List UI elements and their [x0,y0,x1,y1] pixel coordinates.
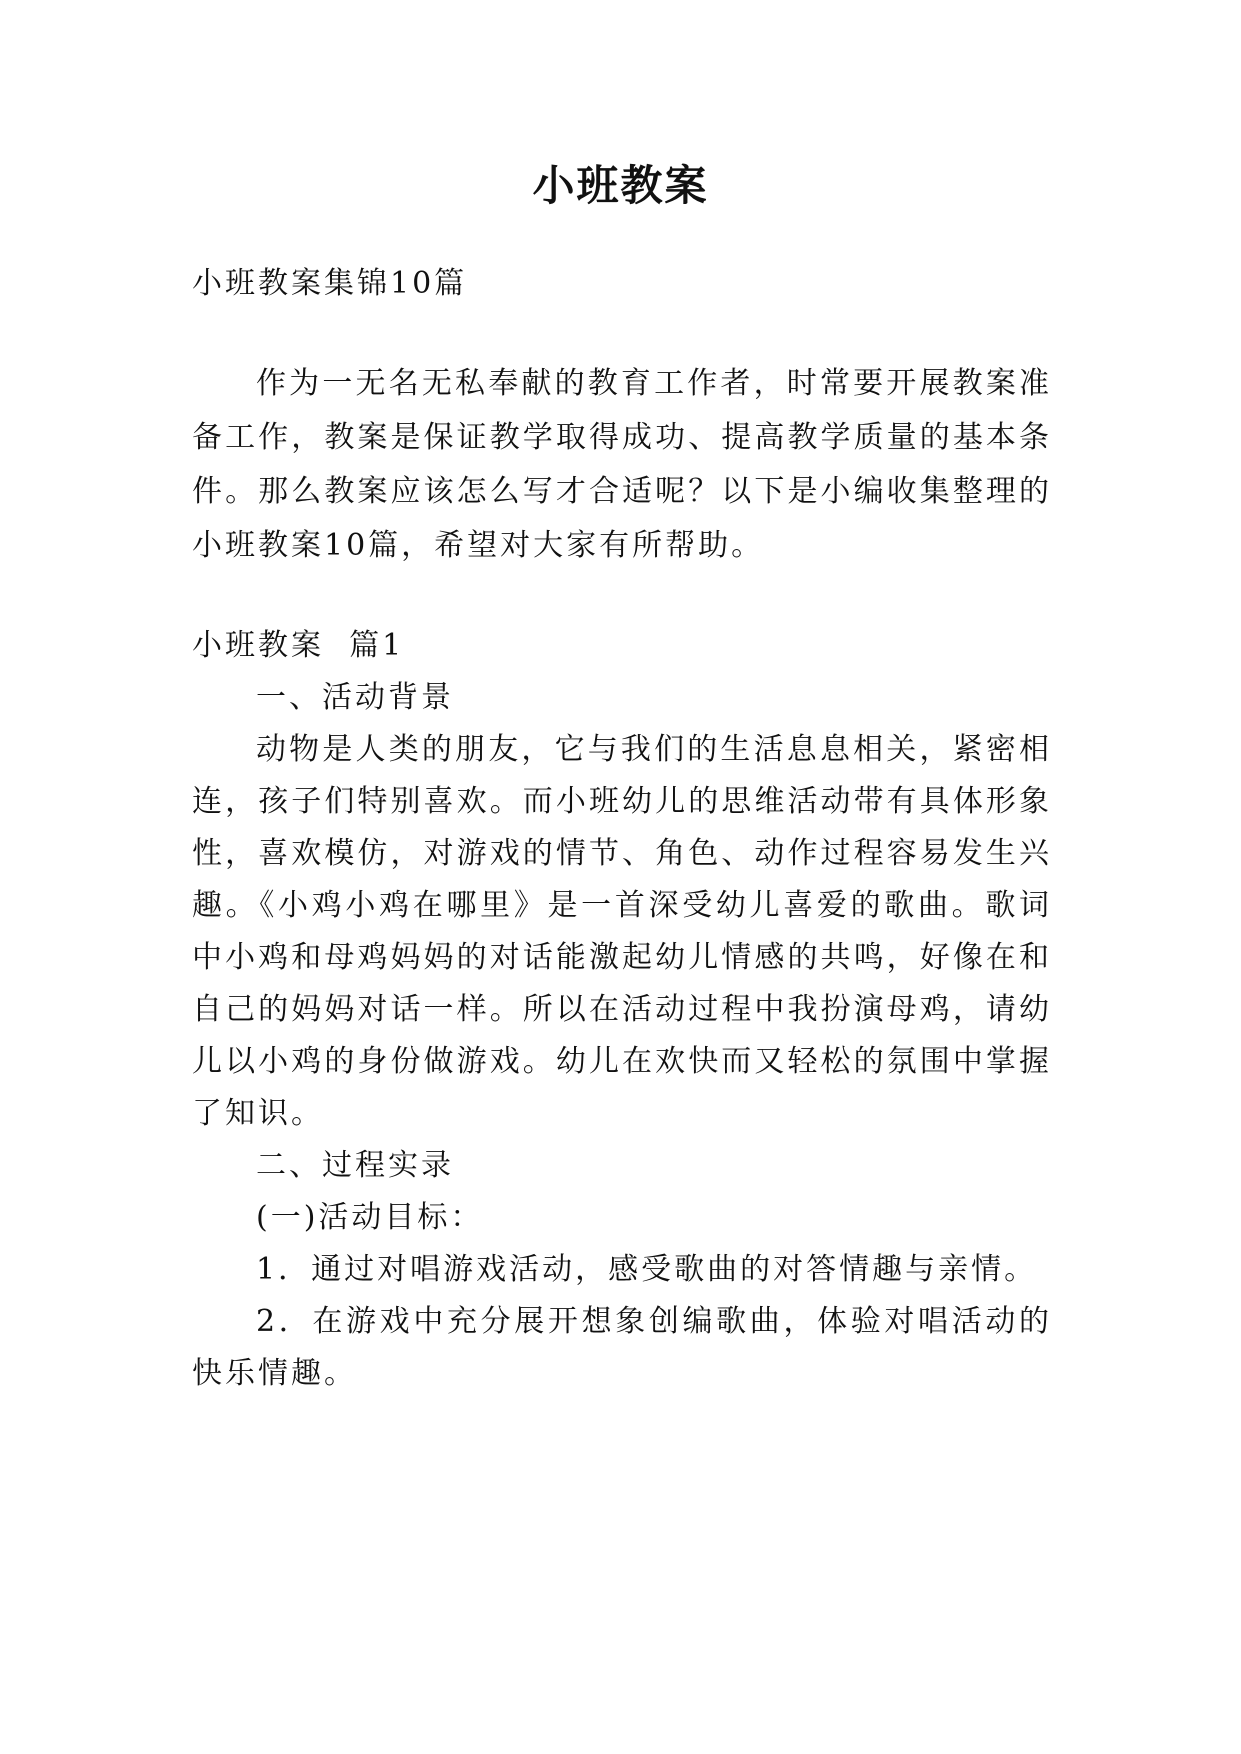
collection-subtitle: 小班教案集锦10篇 [192,266,468,301]
intro-line-1: 作为一无名无私奉献的教育工作者，时常要开展教案准 [256,366,1052,401]
section-title: 小班教案 篇1 [192,628,405,663]
goal-item-2-line-2: 快乐情趣。 [192,1356,357,1391]
background-line-2: 连，孩子们特别喜欢。而小班幼儿的思维活动带有具体形象 [192,784,1052,819]
intro-line-2: 备工作，教案是保证教学取得成功、提高教学质量的基本条 [192,420,1052,455]
goal-item-1: 1．通过对唱游戏活动，感受歌曲的对答情趣与亲情。 [256,1252,1038,1287]
background-line-1: 动物是人类的朋友，它与我们的生活息息相关，紧密相 [256,732,1052,767]
goal-item-2-line-1: 2．在游戏中充分展开想象创编歌曲，体验对唱活动的 [256,1304,1052,1339]
subheading-goals: (一)活动目标： [256,1200,484,1235]
document-title: 小班教案 [532,161,709,210]
background-line-8: 了知识。 [192,1096,324,1131]
intro-line-4: 小班教案10篇，希望对大家有所帮助。 [192,528,765,563]
heading-process: 二、过程实录 [256,1148,454,1183]
background-line-7: 儿以小鸡的身份做游戏。幼儿在欢快而又轻松的氛围中掌握 [192,1044,1052,1079]
heading-background: 一、活动背景 [256,680,454,715]
background-line-3: 性，喜欢模仿，对游戏的情节、角色、动作过程容易发生兴 [192,836,1052,871]
background-line-4: 趣。《小鸡小鸡在哪里》是一首深受幼儿喜爱的歌曲。歌词 [192,888,1052,923]
background-line-5: 中小鸡和母鸡妈妈的对话能激起幼儿情感的共鸣，好像在和 [192,940,1052,975]
intro-line-3: 件。那么教案应该怎么写才合适呢？以下是小编收集整理的 [192,474,1052,509]
background-line-6: 自己的妈妈对话一样。所以在活动过程中我扮演母鸡，请幼 [192,992,1052,1027]
